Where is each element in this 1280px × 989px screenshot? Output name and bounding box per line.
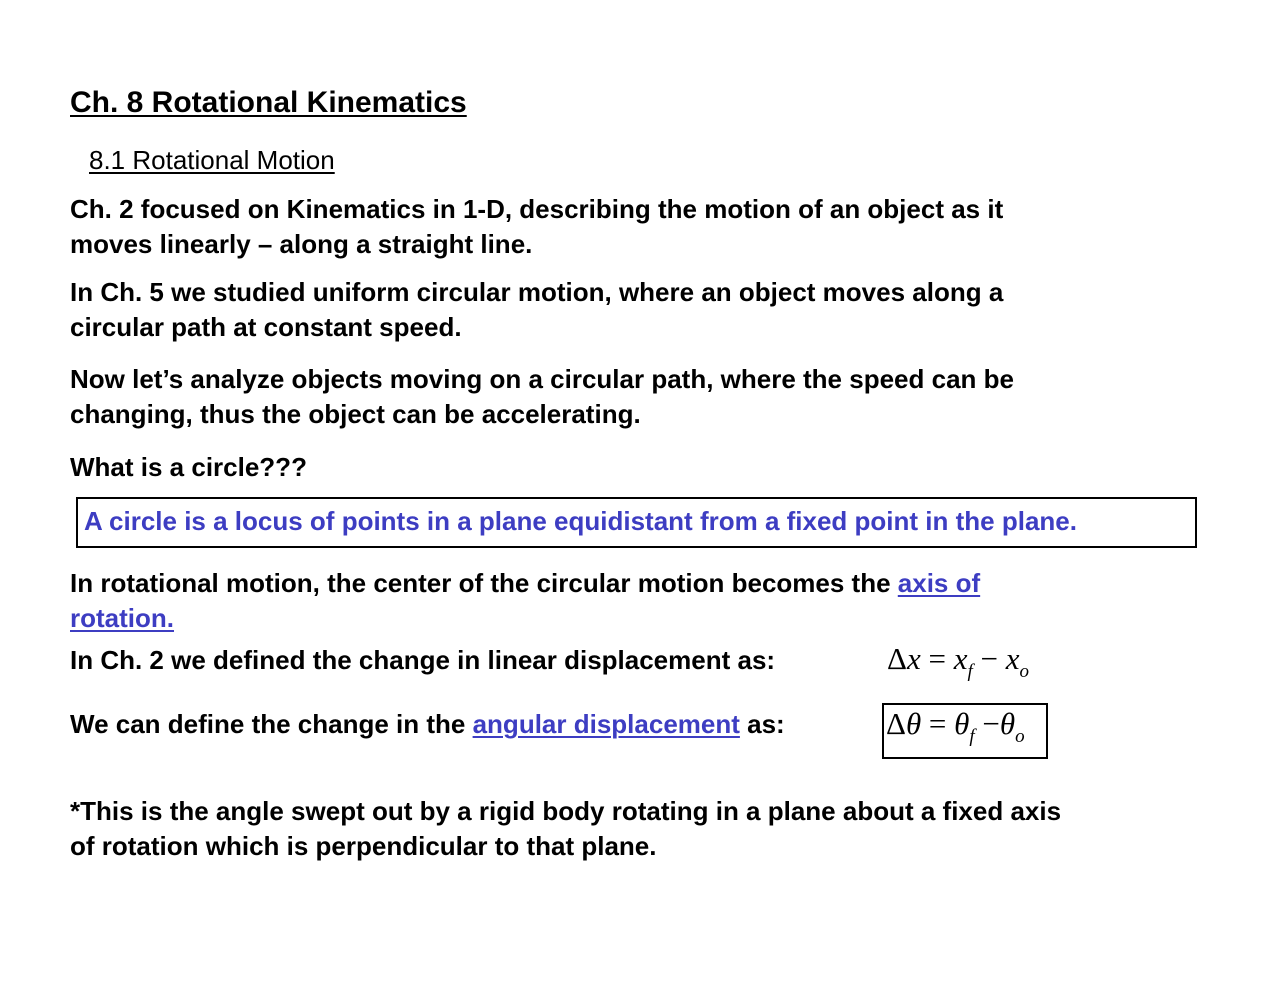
- paragraph-ch5-intro: [70, 275, 1003, 345]
- linear-displacement-text: In Ch. 2 we defined the change in linear displacement as:: [70, 645, 776, 675]
- paragraph-rotation-axis: [70, 566, 980, 636]
- eq-final-subscript: f: [969, 726, 975, 747]
- eq-minus: −: [972, 641, 1006, 676]
- linear-displacement-equation: [887, 641, 1029, 683]
- paragraph-line: *This is the angle swept out by a rigid body rotating in a plane about a fixed axis: [70, 796, 1062, 826]
- eq-equals: =: [921, 706, 955, 741]
- circle-definition: A circle is a locus of points in a plane equidistant from a fixed point in the plane.: [84, 506, 1077, 536]
- paragraph-analyze: [70, 362, 1014, 432]
- paragraph-line: Now let’s analyze objects moving on a circular path, where the speed can be: [70, 364, 1014, 394]
- page-title: Ch. 8 Rotational Kinematics: [70, 86, 467, 119]
- paragraph-ch2-intro: [70, 192, 1003, 262]
- paragraph-line: Ch. 2 focused on Kinematics in 1-D, describing the motion of an object as it: [70, 194, 1004, 224]
- axis-of-rotation-term: axis of: [897, 568, 981, 598]
- eq-final-subscript: f: [967, 661, 973, 682]
- paragraph-line: moves linearly – along a straight line.: [70, 229, 533, 259]
- eq-variable: θ: [905, 706, 922, 741]
- paragraph-line: [70, 601, 980, 636]
- eq-minus: −: [974, 706, 1000, 741]
- eq-equals: =: [920, 641, 954, 676]
- circle-question: What is a circle???: [70, 452, 307, 482]
- circle-definition-box: [76, 497, 1197, 548]
- eq-initial-subscript: o: [1015, 726, 1025, 747]
- section-heading: 8.1 Rotational Motion: [89, 145, 335, 175]
- eq-initial: x: [1005, 641, 1020, 676]
- paragraph-line: changing, thus the object can be accelerating.: [70, 399, 641, 429]
- eq-initial: θ: [999, 706, 1016, 741]
- axis-of-rotation-term-cont: rotation.: [70, 603, 174, 633]
- rotation-text: In rotational motion, the center of the circular motion becomes the: [70, 568, 898, 598]
- paragraph-line: In Ch. 5 we studied uniform circular motion, where an object moves along a: [70, 277, 1004, 307]
- angular-text-after: as:: [739, 709, 785, 739]
- paragraph-line: [70, 566, 980, 601]
- paragraph-line: circular path at constant speed.: [70, 312, 462, 342]
- angular-displacement-term: angular displacement: [472, 709, 740, 739]
- paragraph-note: [70, 794, 1061, 864]
- eq-initial-subscript: o: [1019, 661, 1029, 682]
- angular-displacement-equation: [886, 706, 1025, 748]
- eq-variable: x: [906, 641, 921, 676]
- eq-final: x: [953, 641, 968, 676]
- delta-symbol: Δ: [886, 706, 906, 741]
- angular-text-before: We can define the change in the: [70, 709, 473, 739]
- delta-symbol: Δ: [887, 641, 907, 676]
- eq-final: θ: [954, 706, 970, 741]
- paragraph-line: of rotation which is perpendicular to that plane.: [70, 831, 657, 861]
- angular-displacement-text: [70, 707, 785, 742]
